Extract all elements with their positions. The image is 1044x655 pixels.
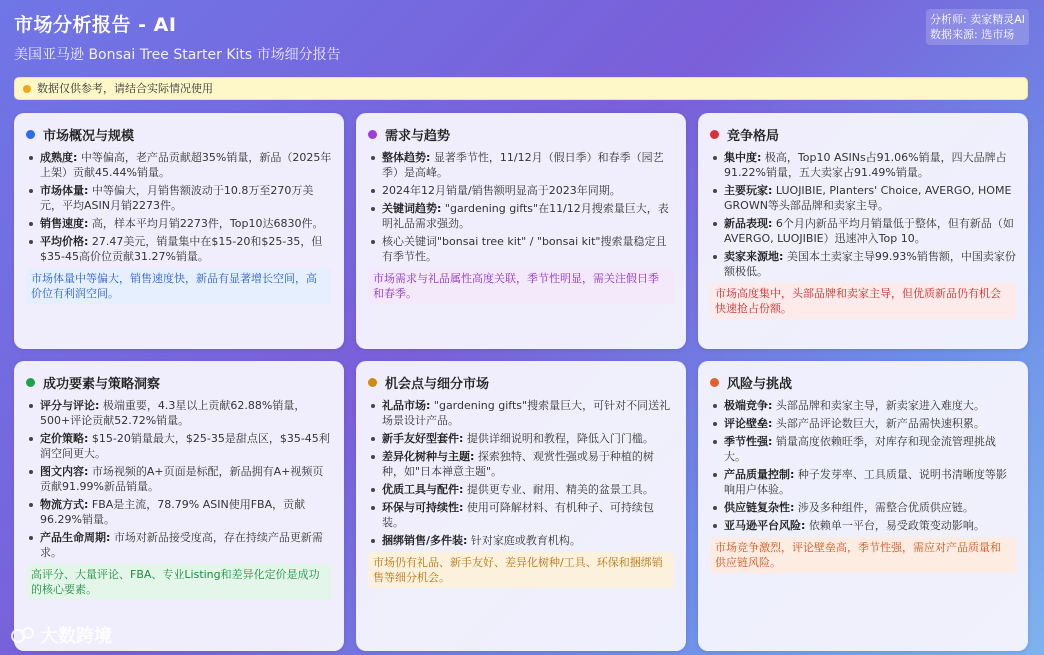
disclaimer-banner [14,77,1028,100]
list-item [26,497,332,527]
card-items [710,398,1016,533]
card-market-overview [14,113,344,349]
list-item [710,249,1016,279]
card-title-text: 需求与趋势 [385,129,451,144]
item-text: 头部品牌和卖家主导，新卖家进入难度大。 [772,399,985,412]
card-title-text: 机会点与细分市场 [385,377,490,392]
item-label: 新手友好型套件: [382,432,464,445]
item-text: 依赖单一平台，易受政策变动影响。 [805,519,985,532]
item-label: 主要玩家: [724,184,773,197]
card-summary: 市场高度集中，头部品牌和卖家主导，但优质新品仍有机会快速抢占份额。 [710,283,1016,319]
item-text: $15-20销量最大，$25-35是甜点区，$35-45利润空间更大。 [40,432,330,460]
bullet-dot-icon [710,378,719,387]
list-item [368,500,674,530]
list-item [368,533,674,548]
card-items [368,150,674,264]
bullet-dot-icon [26,130,35,139]
card-title [26,373,332,392]
list-item [368,150,674,180]
list-item [710,500,1016,515]
card-success-factors [14,361,344,651]
list-item [710,398,1016,413]
card-title-text: 市场概况与规模 [43,129,135,144]
item-text: 涉及多种组件，需整合优质供应链。 [794,501,974,514]
bullet-dot-icon [710,130,719,139]
item-text: 核心关键词"bonsai tree kit" / "bonsai kit"搜索量稳定且有季节性。 [382,235,667,263]
item-label: 平均价格: [40,235,89,248]
item-label: 产品生命周期: [40,531,111,544]
card-items [26,398,332,560]
item-text: 种子发芽率、工具质量、说明书清晰度等影响用户体验。 [724,468,1007,496]
item-label: 成熟度: [40,151,78,164]
list-item [710,150,1016,180]
page-title: 市场分析报告 - AI [14,14,177,36]
bullet-dot-icon [368,378,377,387]
card-items [26,150,332,264]
list-item [26,431,332,461]
item-label: 供应链复杂性: [724,501,795,514]
card-title-text: 成功要素与策略洞察 [43,377,161,392]
item-text: 极端重要，4.3星以上贡献62.88%销量，500+评论贡献52.72%销量。 [40,399,306,427]
list-item [368,234,674,264]
item-label: 集中度: [724,151,762,164]
card-competition [698,113,1028,349]
item-label: 评论壁垒: [724,417,773,430]
item-label: 物流方式: [40,498,89,511]
list-item [710,434,1016,464]
card-title [368,125,674,144]
item-label: 极端竞争: [724,399,773,412]
watermark [10,622,112,648]
item-label: 优质工具与配件: [382,483,464,496]
disclaimer-text: 数据仅供参考，请结合实际情况使用 [37,82,213,95]
report-meta [926,9,1029,45]
card-summary: 市场仍有礼品、新手友好、差异化树种/工具、环保和捆绑销售等细分机会。 [368,552,674,588]
item-label: 亚马逊平台风险: [724,519,806,532]
card-summary: 市场竞争激烈，评论壁垒高，季节性强，需应对产品质量和供应链风险。 [710,537,1016,573]
bullet-dot-icon [368,130,377,139]
list-item [710,467,1016,497]
watermark-text: 大数跨境 [40,626,112,647]
item-text: 针对家庭或教育机构。 [467,534,581,547]
item-text: 市场视频的A+页面是标配，新品拥有A+视频页贡献91.99%新品销量。 [40,465,324,493]
item-label: 礼品市场: [382,399,431,412]
item-text: 提供详细说明和教程，降低入门门槛。 [463,432,654,445]
item-text: 高，样本平均月销2273件，Top10达6830件。 [88,217,324,230]
card-title-text: 风险与挑战 [727,377,793,392]
item-label: 新品表现: [724,217,773,230]
item-label: 市场体量: [40,184,89,197]
item-text: 27.47美元，销量集中在$15-20和$25-35，但$35-45高价位贡献31.27%销量。 [40,235,323,263]
item-label: 关键词趋势: [382,202,442,215]
item-label: 定价策略: [40,432,89,445]
item-text: 探索独特、观赏性强或易于种植的树种，如"日本禅意主题"。 [382,450,654,478]
list-item [710,216,1016,246]
item-text: 销量高度依赖旺季，对库存和现金流管理挑战大。 [724,435,996,463]
item-text: 使用可降解材料、有机种子、可持续包装。 [382,501,654,529]
card-title [26,125,332,144]
item-label: 整体趋势: [382,151,431,164]
item-text: 头部产品评论数巨大，新产品需快速积累。 [772,417,985,430]
list-item [368,398,674,428]
list-item [368,201,674,231]
item-text: 中等偏大，月销售额波动于10.8万至270万美元，平均ASIN月销2273件。 [40,184,314,212]
bullet-dot-icon [26,378,35,387]
card-items [368,398,674,548]
list-item [26,464,332,494]
list-item [26,530,332,560]
list-item [368,449,674,479]
card-title [368,373,674,392]
card-summary: 高评分、大量评论、FBA、专业Listing和差异化定价是成功的核心要素。 [26,564,332,600]
item-text: 极高，Top10 ASINs占91.06%销量，四大品牌占91.22%销量，五大卖家占91.49%销量。 [724,151,1007,179]
list-item [26,150,332,180]
item-text: 提供更专业、耐用、精美的盆景工具。 [463,483,654,496]
item-text: 中等偏高，老产品贡献超35%销量，新品（2025年上架）贡献45.44%销量。 [40,151,332,179]
item-label: 卖家来源地: [724,250,784,263]
item-label: 销售速度: [40,217,89,230]
list-item [26,183,332,213]
item-label: 差异化树种与主题: [382,450,475,463]
item-text: 6个月内新品平均月销量低于整体，但有新品（如AVERGO, LUOJIBIE）迅速冲入Top 10。 [724,217,1014,245]
card-title [710,373,1016,392]
list-item [26,398,332,428]
list-item [26,234,332,264]
item-text: "gardening gifts"在11/12月搜索量巨大，表明礼品需求强劲。 [382,202,669,230]
item-text: LUOJIBIE, Planters' Choice, AVERGO, HOME GROWN等头部品牌和卖家主导。 [724,184,1012,212]
card-opportunities [356,361,686,651]
list-item [368,183,674,198]
watermark-logo-icon [10,625,36,645]
list-item [26,216,332,231]
data-source-label: 数据来源: 选市场 [930,28,1015,41]
item-label: 产品质量控制: [724,468,795,481]
warning-dot-icon [23,85,31,93]
list-item [368,431,674,446]
list-item [368,482,674,497]
card-summary: 市场需求与礼品属性高度关联，季节性明显，需关注假日季和春季。 [368,268,674,304]
item-text: FBA是主流，78.79% ASIN使用FBA，贡献96.29%销量。 [40,498,306,526]
card-title-text: 竞争格局 [727,129,780,144]
item-label: 季节性强: [724,435,773,448]
item-text: 显著季节性，11/12月（假日季）和春季（园艺季）是高峰。 [382,151,664,179]
page-subtitle: 美国亚马逊 Bonsai Tree Starter Kits 市场细分报告 [14,47,341,63]
item-label: 环保与可持续性: [382,501,464,514]
card-title [710,125,1016,144]
list-item [710,416,1016,431]
card-demand-trends [356,113,686,349]
list-item [710,518,1016,533]
card-risks [698,361,1028,651]
item-text: "gardening gifts"搜索量巨大，可针对不同送礼场景设计产品。 [382,399,671,427]
item-text: 2024年12月销量/销售额明显高于2023年同期。 [382,184,621,197]
analyst-label: 分析师: 卖家精灵AI [930,13,1025,26]
item-label: 评分与评论: [40,399,100,412]
item-label: 捆绑销售/多件装: [382,534,468,547]
item-label: 图文内容: [40,465,89,478]
item-text: 美国本土卖家主导99.93%销售额，中国卖家份额极低。 [724,250,1016,278]
list-item [710,183,1016,213]
report-header [14,10,341,64]
card-summary: 市场体量中等偏大，销售速度快，新品有显著增长空间，高价位有利润空间。 [26,268,332,304]
item-text: 市场对新品接受度高，存在持续产品更新需求。 [40,531,323,559]
card-items [710,150,1016,279]
